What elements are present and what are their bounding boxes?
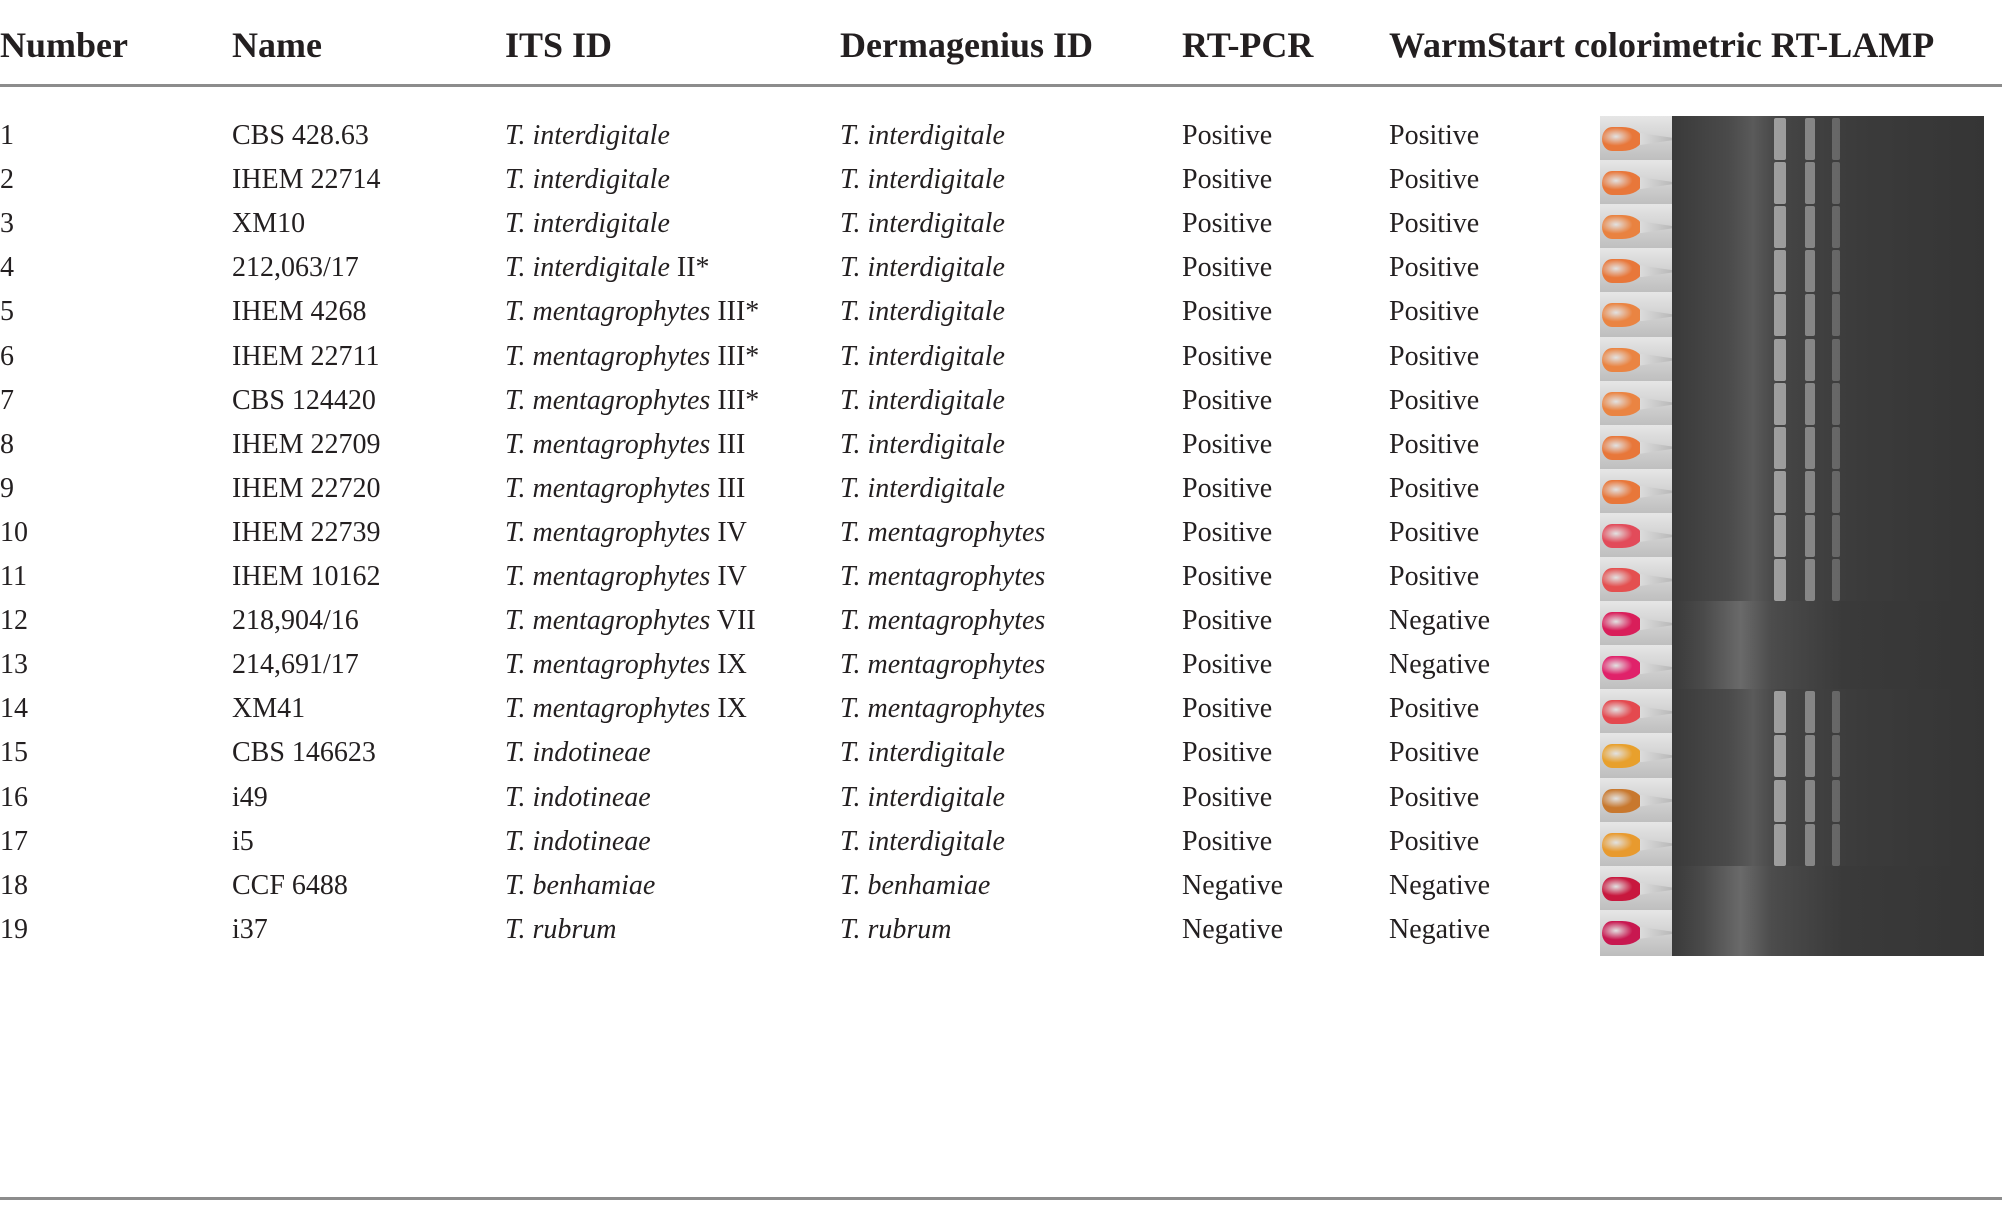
cell-number: 2: [0, 164, 14, 196]
tube-tip: [1640, 883, 1672, 895]
cell-dermagenius-id: T. rubrum: [840, 913, 952, 945]
cell-rt-lamp: Positive: [1389, 561, 1480, 592]
tube-tip: [1640, 221, 1672, 233]
cell-dermagenius-id: T. mentagrophytes: [840, 605, 1046, 637]
cell-rt-lamp: Positive: [1389, 120, 1480, 151]
its-species: T. mentagrophytes: [505, 605, 711, 637]
cell-dermagenius-id: T. mentagrophytes: [840, 561, 1046, 592]
cell-rt-pcr: Positive: [1182, 561, 1273, 592]
cell-number: 8: [0, 428, 14, 460]
its-species: T. mentagrophytes: [505, 428, 711, 460]
its-species: T. interdigitale: [505, 208, 670, 240]
cell-rt-lamp: Positive: [1389, 825, 1480, 857]
cell-rt-lamp: Positive: [1389, 252, 1480, 284]
cell-dermagenius-id: T. interdigitale: [840, 164, 1005, 196]
its-genotype: III: [710, 472, 746, 504]
tube-liquid: [1602, 480, 1642, 504]
cell-name: CBS 124420: [232, 384, 376, 416]
cell-number: 16: [0, 781, 28, 813]
cell-number: 4: [0, 252, 14, 284]
its-genotype: IV: [710, 516, 747, 548]
header-dermagenius-id: Dermagenius ID: [840, 25, 1093, 65]
cell-rt-pcr: Positive: [1182, 164, 1273, 196]
tube-tip: [1640, 706, 1672, 718]
lamp-result-image: [1600, 910, 1984, 956]
cell-rt-pcr: Positive: [1182, 340, 1273, 372]
cell-name: IHEM 22720: [232, 472, 381, 504]
tube-liquid: [1602, 303, 1642, 327]
cell-rt-pcr: Positive: [1182, 428, 1273, 460]
tube-liquid: [1602, 744, 1642, 768]
cell-number: 19: [0, 913, 28, 945]
its-species: T. interdigitale: [505, 164, 670, 196]
cell-rt-pcr: Positive: [1182, 120, 1273, 151]
cell-rt-pcr: Positive: [1182, 649, 1273, 681]
tube-liquid: [1602, 568, 1642, 592]
cell-name: IHEM 22714: [232, 164, 381, 196]
its-species: T. indotineae: [505, 781, 651, 813]
cell-number: 6: [0, 340, 14, 372]
tube-tip: [1640, 442, 1672, 454]
cell-dermagenius-id: T. interdigitale: [840, 296, 1005, 328]
cell-rt-pcr: Positive: [1182, 208, 1273, 240]
cell-dermagenius-id: T. interdigitale: [840, 208, 1005, 240]
cell-name: i5: [232, 825, 254, 857]
tube-liquid: [1602, 436, 1642, 460]
tube-tip: [1640, 530, 1672, 542]
its-genotype: III*: [710, 296, 760, 328]
cell-name: CCF 6488: [232, 869, 348, 901]
cell-name: IHEM 22739: [232, 516, 381, 548]
cell-rt-lamp: Positive: [1389, 781, 1480, 813]
cell-dermagenius-id: T. mentagrophytes: [840, 516, 1046, 548]
its-species: T. mentagrophytes: [505, 384, 711, 416]
cell-name: i37: [232, 913, 268, 945]
cell-number: 15: [0, 737, 28, 769]
its-species: T. mentagrophytes: [505, 340, 711, 372]
its-genotype: IX: [710, 693, 747, 725]
cell-name: 214,691/17: [232, 649, 359, 681]
its-species: T. indotineae: [505, 825, 651, 857]
cell-rt-pcr: Positive: [1182, 693, 1273, 725]
cell-rt-lamp: Positive: [1389, 737, 1480, 769]
cell-rt-lamp: Positive: [1389, 296, 1480, 328]
cell-rt-pcr: Negative: [1182, 869, 1284, 901]
cell-number: 3: [0, 208, 14, 240]
its-species: T. mentagrophytes: [505, 693, 711, 725]
header-its-id: ITS ID: [505, 25, 613, 65]
cell-dermagenius-id: T. interdigitale: [840, 120, 1005, 151]
cell-rt-lamp: Positive: [1389, 164, 1480, 196]
cell-rt-lamp: Positive: [1389, 693, 1480, 725]
tube-tip: [1640, 662, 1672, 674]
cell-rt-pcr: Negative: [1182, 913, 1284, 945]
tube-liquid: [1602, 348, 1642, 372]
header-rt-pcr: RT-PCR: [1182, 25, 1314, 65]
header-number: Number: [0, 25, 128, 65]
its-species: T. interdigitale: [505, 252, 670, 284]
cell-rt-lamp: Positive: [1389, 516, 1480, 548]
its-genotype: IX: [710, 649, 747, 681]
tube-tip: [1640, 265, 1672, 277]
cell-rt-lamp: Negative: [1389, 605, 1491, 637]
tube-tip: [1640, 309, 1672, 321]
cell-dermagenius-id: T. interdigitale: [840, 384, 1005, 416]
cell-rt-lamp: Positive: [1389, 384, 1480, 416]
tube-icon: [1600, 910, 1672, 956]
its-species: T. indotineae: [505, 737, 651, 769]
cell-dermagenius-id: T. mentagrophytes: [840, 649, 1046, 681]
tube-liquid: [1602, 877, 1642, 901]
tube-liquid: [1602, 833, 1642, 857]
tube-tip: [1640, 574, 1672, 586]
cell-dermagenius-id: T. interdigitale: [840, 252, 1005, 284]
cell-name: XM41: [232, 693, 306, 725]
tube-liquid: [1602, 171, 1642, 195]
cell-number: 18: [0, 869, 28, 901]
cell-name: IHEM 10162: [232, 561, 381, 592]
cell-number: 17: [0, 825, 28, 857]
its-genotype: III*: [710, 340, 760, 372]
cell-name: CBS 428.63: [232, 120, 369, 151]
cell-number: 1: [0, 120, 14, 151]
cell-dermagenius-id: T. interdigitale: [840, 737, 1005, 769]
its-genotype: VII: [710, 605, 756, 637]
cell-rt-lamp: Positive: [1389, 340, 1480, 372]
cell-rt-pcr: Positive: [1182, 296, 1273, 328]
cell-name: IHEM 4268: [232, 296, 367, 328]
tube-tip: [1640, 795, 1672, 807]
its-genotype: III*: [710, 384, 760, 416]
cell-name: i49: [232, 781, 268, 813]
header-rule: [0, 84, 2002, 87]
cell-dermagenius-id: T. interdigitale: [840, 781, 1005, 813]
tube-liquid: [1602, 127, 1642, 151]
tube-tip: [1640, 133, 1672, 145]
tube-tip: [1640, 839, 1672, 851]
cell-dermagenius-id: T. benhamiae: [840, 869, 991, 901]
cell-dermagenius-id: T. interdigitale: [840, 825, 1005, 857]
cell-rt-pcr: Positive: [1182, 781, 1273, 813]
cell-name: IHEM 22709: [232, 428, 381, 460]
tube-liquid: [1602, 612, 1642, 636]
cell-number: 12: [0, 605, 28, 637]
cell-name: XM10: [232, 208, 306, 240]
tube-tip: [1640, 486, 1672, 498]
its-genotype: II*: [669, 252, 710, 284]
cell-number: 11: [0, 561, 27, 592]
tube-liquid: [1602, 524, 1642, 548]
cell-dermagenius-id: T. interdigitale: [840, 472, 1005, 504]
its-species: T. rubrum: [505, 913, 617, 945]
cell-rt-pcr: Positive: [1182, 516, 1273, 548]
cell-name: CBS 146623: [232, 737, 376, 769]
tube-liquid: [1602, 921, 1642, 945]
its-species: T. mentagrophytes: [505, 516, 711, 548]
tube-tip: [1640, 618, 1672, 630]
cell-rt-lamp: Positive: [1389, 428, 1480, 460]
its-genotype: IV: [710, 561, 747, 592]
tube-liquid: [1602, 215, 1642, 239]
cell-rt-lamp: Positive: [1389, 208, 1480, 240]
cell-name: 212,063/17: [232, 252, 359, 284]
table-row: [0, 902, 2002, 958]
its-species: T. mentagrophytes: [505, 296, 711, 328]
its-species: T. mentagrophytes: [505, 472, 711, 504]
its-genotype: III: [710, 428, 746, 460]
tube-liquid: [1602, 392, 1642, 416]
tube-tip: [1640, 927, 1672, 939]
cell-number: 13: [0, 649, 28, 681]
cell-rt-pcr: Positive: [1182, 252, 1273, 284]
cell-number: 10: [0, 516, 28, 548]
its-species: T. mentagrophytes: [505, 649, 711, 681]
tube-liquid: [1602, 789, 1642, 813]
cell-rt-pcr: Positive: [1182, 605, 1273, 637]
tube-liquid: [1602, 700, 1642, 724]
cell-number: 7: [0, 384, 14, 416]
cell-number: 9: [0, 472, 14, 504]
cell-dermagenius-id: T. mentagrophytes: [840, 693, 1046, 725]
tube-liquid: [1602, 259, 1642, 283]
cell-rt-lamp: Positive: [1389, 472, 1480, 504]
cell-rt-lamp: Negative: [1389, 649, 1491, 681]
header-rt-lamp: WarmStart colorimetric RT-LAMP: [1389, 25, 1935, 65]
cell-number: 5: [0, 296, 14, 328]
tube-tip: [1640, 398, 1672, 410]
its-species: T. interdigitale: [505, 120, 670, 151]
cell-rt-pcr: Positive: [1182, 737, 1273, 769]
cell-rt-pcr: Positive: [1182, 825, 1273, 857]
cell-dermagenius-id: T. interdigitale: [840, 340, 1005, 372]
cell-rt-lamp: Negative: [1389, 913, 1491, 945]
cell-name: IHEM 22711: [232, 340, 380, 372]
cell-its-id: [505, 902, 617, 958]
tube-tip: [1640, 177, 1672, 189]
tube-liquid: [1602, 656, 1642, 680]
gel-strip: [1672, 910, 1984, 956]
bottom-rule: [0, 1197, 2002, 1200]
cell-name: 218,904/16: [232, 605, 359, 637]
header-name: Name: [232, 25, 322, 65]
tube-tip: [1640, 750, 1672, 762]
its-species: T. benhamiae: [505, 869, 656, 901]
cell-dermagenius-id: T. interdigitale: [840, 428, 1005, 460]
tube-tip: [1640, 354, 1672, 366]
cell-rt-pcr: Positive: [1182, 384, 1273, 416]
cell-number: 14: [0, 693, 28, 725]
cell-rt-lamp: Negative: [1389, 869, 1491, 901]
its-species: T. mentagrophytes: [505, 561, 711, 592]
cell-rt-pcr: Positive: [1182, 472, 1273, 504]
